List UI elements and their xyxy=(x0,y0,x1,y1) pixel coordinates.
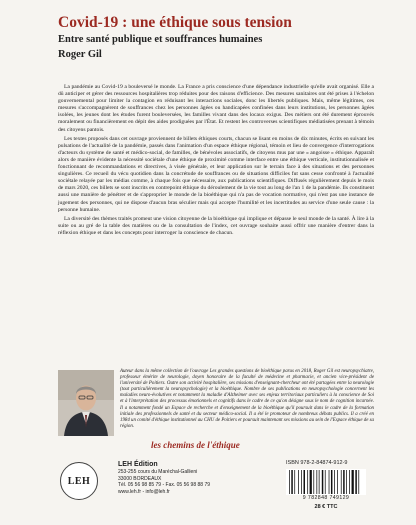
isbn-label: ISBN 978-2-84874-912-9 xyxy=(286,460,348,466)
summary-paragraph: La pandémie au Covid-19 a bouleversé le monde. La France a pris conscience d'une dépendance industrielle qu'elle avait organisé. Elle a dû anticiper et gérer des ressources hospitalières trop réduites pour des raisons d'efficience. Des mesures sanitaires ont été prises à l'échelon gouvernemental pour limiter la contagion en réduisant les interactions sociales, donc les libertés publiques. Mais, même légitimes, ces mesures s'accompagnèrent de souffrances chez les personnes âgées ou handicapées confinées dans leurs institutions, les personnes âgées isolées, les jeunes dont les études furent bouleversées, les familles vivant dans des locaux exigus. Des métiers ont été durement éprouvés moralement ou financièrement en dépit des aides prodiguées par l'État. Et restent les controverses scientifiques médiatisées prenant à témoin des citoyens pantois. xyxy=(58,84,374,133)
publisher-web: www.leh.fr - info@leh.fr xyxy=(118,488,170,495)
publisher-city: 33000 BORDEAUX xyxy=(118,475,162,482)
publisher-address-line: 253-255 cours du Maréchal-Gallieni xyxy=(118,469,198,475)
summary-paragraph: Les textes proposés dans cet ouvrage proviennent de billets éthiques courts, chacun se lisant en moins de dix minutes, écrits en suivant les pulsations de l'actualité de la pandémie, passés dans l'animation d'un espace éthique régional, témoin et lieu de convergence d'interrogations d'acteurs du système de santé et médico-social, de familles, de bénévoles associatifs, de citoyens mus par une « angoisse » éthique. Apparaît alors de manière évidente la nécessité sociétale d'une éthique de proximité comme interface entre une éthique verticale, institutionnalisée et fonctionnant de recommandations et directives, à visée générale, et leur application sur le terrain face à des situations et des personnes singulières. Ce recueil du vécu quotidien dans la concrétude de souffrances ou de situations difficiles fut sans cesse confronté à l'actualité sociétale relayée par les médias comme, à chaque fois que nécessaire, aux publications scientifiques. Diffusés régulièrement depuis le mois de mars 2020, ces billets se sont inscrits en contrepoint éthique du déroulement de la vie tout au long de l'an 1 de la pandémie. Ils constituent aussi une manière de pénétrer et de s'approprier le monde de la bioéthique qui n'a pas de vocation normative, qui n'est pas une instance de jugement des personnes, qui ne dispose d'aucun bras séculier mais qui accepte l'humilité et les incertitudes au service d'une seule cause : la personne humaine. xyxy=(58,135,374,213)
summary-paragraph: La diversité des thèmes traités promeut une vision citoyenne de la bioéthique qui implique et dépasse le seul monde de la santé. À lire à la suite ou au gré de la table des matières ou de la consultation de l'index, cet ouvrage souhaite aussi offrir une manière d'entrer dans la réflexion éthique et dans les concepts pour interroger la conscience de chacun. xyxy=(58,215,374,236)
author-portrait-image xyxy=(58,370,114,436)
publisher-footer xyxy=(58,458,374,516)
publisher-logo xyxy=(60,462,98,500)
barcode-image xyxy=(286,469,366,495)
publisher-logo-text: LEH xyxy=(67,475,91,487)
book-author: Roger Gil xyxy=(58,49,102,60)
collection-name: les chemins de l'éthique xyxy=(151,440,240,450)
book-title: Covid-19 : une éthique sous tension xyxy=(58,14,292,31)
book-summary xyxy=(58,84,374,239)
barcode-digits: 9 782848 749129 xyxy=(302,495,350,501)
book-subtitle: Entre santé publique et souffrances humaines xyxy=(58,34,263,45)
publisher-name: LEH Édition xyxy=(118,461,158,468)
publisher-info xyxy=(118,460,268,495)
publisher-phone: Tél. 05 56 98 85 79 - Fax. 05 56 98 88 79 xyxy=(118,482,211,489)
author-biography: Auteur dans la même collection de l'ouvrage Les grandes questions de bioéthique parus en 2018, Roger Gil est neuropsychiatre, professeur émérite de neurologie, doyen honoraire de la faculté de médecine et pharmacie, et ancien vice-président de l'université de Poitiers. Outre son activité hospitalière, ses missions d'enseignant-chercheur ont été partagées entre la neurologie (tout particulièrement la neuropsychologie) et la bioéthique. Nombre de ses publications en neuropsychologie concernent les maladies neuro-évolutives et notamment la maladie d'Alzheimer avec ses enjeux territoriaux particuliers à la conscience de Soi et à l'interprétation des processus émotionnels et cognitifs dans le cadre de ce qu'on désigne sous le nom de cognition incarnée. Il a notamment fondé un Espace de recherche et d'enseignement de la bioéthique qu'il poursuit dans le cadre de la formation initiale des professionnels de santé et du secteur médico-social. Il a été le promoteur de nombreux débats publics. Il a créé en 1984 un comité d'éthique institutionnel au CHU de Poitiers et poursuit maintenant ses missions au sein de l'Espace éthique de sa région. xyxy=(120,369,374,429)
author-photo xyxy=(58,370,114,436)
price-label: 28 € TTC xyxy=(314,504,338,510)
